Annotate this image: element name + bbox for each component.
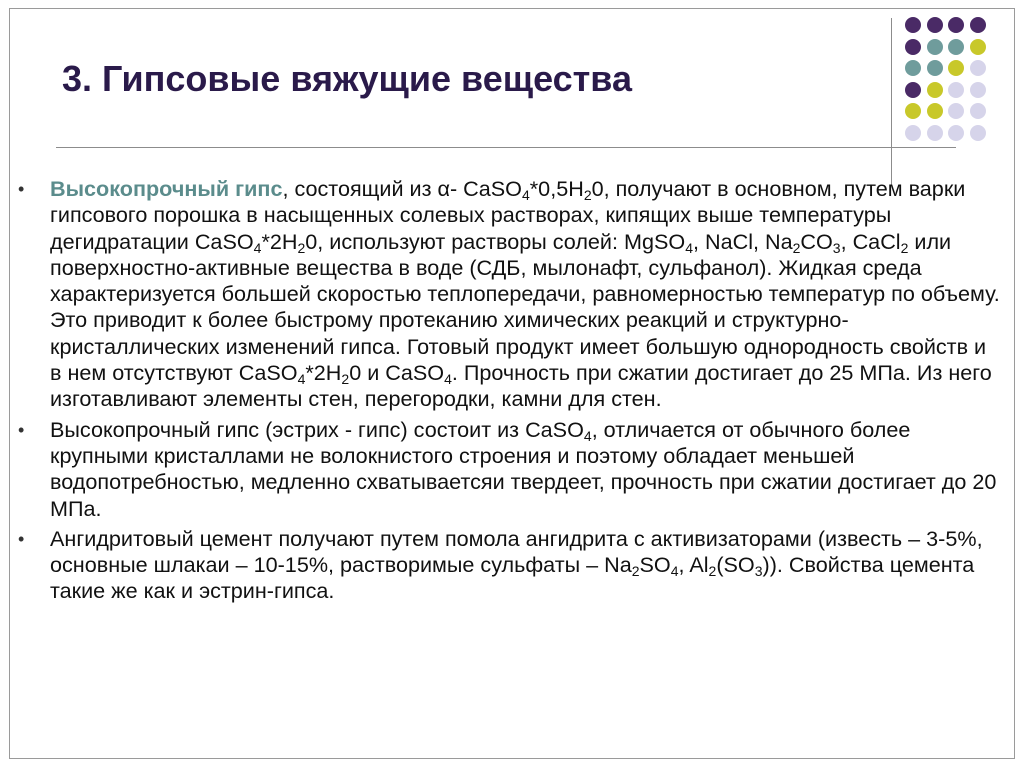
text-run: или поверхностно-активные вещества в воде (СДБ, мылонафт, сульфанол). Жидкая среда характеризуется большей скоростью теплопередачи, равномерностью температур по объему. Это приводит к более быстрому протеканию химических реакций и структурно-кристаллических изменений гипса. Готовый продукт имеет большую однородность свойств и в нем отсутствуют CaSO [50, 228, 1000, 386]
bullet-item-2 [18, 417, 1003, 522]
subscript: 4 [685, 239, 693, 256]
text-run: SO [639, 552, 671, 578]
subscript: 4 [583, 427, 592, 444]
text-run: Ангидритовый цемент получают путем помола ангидрита с активизаторами (известь – 3-5%, основные шлакаи – 10-15%, растворимые сульфаты – Na [50, 525, 983, 578]
subscript: 2 [631, 563, 640, 580]
decorative-dot [905, 39, 921, 55]
decorative-dot [948, 60, 964, 76]
text-run: *2H [305, 360, 342, 386]
decorative-dot [948, 103, 964, 119]
text-run: , отличается от обычного более крупными кристаллами не волокнистого строения и поэтому обладает меньшей водопотребностью, медленно схватываетсяи твердеет, прочность при сжатии достигает до 20 МПа. [50, 416, 997, 521]
subscript: 2 [900, 239, 909, 256]
slide-title: 3. Гипсовые вяжущие вещества [62, 58, 632, 99]
decorative-dot [948, 82, 964, 98]
text-run: )). Свойства цемента такие же как и эстрин-гипса. [50, 552, 975, 604]
emphasized-term: Высокопрочный гипс [50, 176, 283, 201]
text-run: *2H [261, 228, 298, 254]
vertical-divider [891, 18, 892, 186]
decorative-dot [970, 125, 986, 141]
text-run: (SO [716, 552, 755, 578]
text-run: 0 и CaSO [349, 360, 445, 386]
decorative-dot [905, 60, 921, 76]
text-run: , Al [678, 552, 709, 578]
subscript: 4 [253, 239, 262, 256]
decorative-dot [948, 17, 964, 33]
decorative-dot [905, 17, 921, 33]
decorative-dot [927, 60, 943, 76]
decorative-dot [927, 82, 943, 98]
bullet-text [50, 526, 983, 604]
decorative-dot [970, 60, 986, 76]
subscript: 2 [792, 239, 801, 256]
content-bullet-list [18, 176, 1003, 609]
decorative-dot [970, 82, 986, 98]
decorative-dot [927, 39, 943, 55]
subscript: 2 [708, 563, 717, 580]
subscript: 4 [444, 371, 452, 388]
subscript: 4 [521, 187, 530, 203]
bullet-text [50, 176, 1000, 411]
decorative-dot [927, 17, 943, 33]
decorative-dot [970, 39, 986, 55]
decorative-dot [970, 17, 986, 33]
subscript: 2 [297, 239, 306, 256]
decorative-dot [905, 125, 921, 141]
subscript: 2 [583, 187, 592, 203]
bullet-marker: • [18, 528, 25, 549]
text-run: , состоящий из α- CaSO [282, 176, 522, 201]
bullet-text [50, 417, 996, 521]
decorative-dot [970, 103, 986, 119]
subscript: 4 [670, 563, 679, 580]
decorative-dot [905, 103, 921, 119]
subscript: 4 [297, 371, 306, 388]
text-run: . Прочность при сжатии достигает до 25 МПа. Из него изготавливают элементы стен, перегородки, камни для стен. [50, 360, 992, 412]
subscript: 2 [341, 371, 350, 388]
text-run: 0, используют растворы солей: MgSO [305, 228, 686, 254]
text-run: , NaCl, Na [693, 228, 793, 254]
decorative-dot [948, 39, 964, 55]
subscript: 3 [754, 563, 763, 580]
bullet-item-1 [18, 176, 1003, 413]
decorative-dot [927, 125, 943, 141]
decorative-dot [905, 82, 921, 98]
decorative-dot [927, 103, 943, 119]
decorative-dot [948, 125, 964, 141]
text-run: Высокопрочный гипс (эстрих - гипс) состоит из CaSO [50, 416, 584, 442]
horizontal-divider [56, 147, 956, 148]
bullet-marker: • [18, 419, 25, 440]
text-run: 0, получают в основном, путем варки гипсового порошка в насыщенных солевых растворах, кипящих выше температуры дегидратации CaSO [50, 176, 966, 254]
text-run: , CaCl [840, 228, 901, 254]
bullet-marker: • [18, 179, 25, 199]
bullet-item-3 [18, 526, 1003, 605]
subscript: 3 [832, 239, 841, 256]
text-run: CO [800, 228, 833, 254]
text-run: *0,5H [529, 176, 584, 201]
